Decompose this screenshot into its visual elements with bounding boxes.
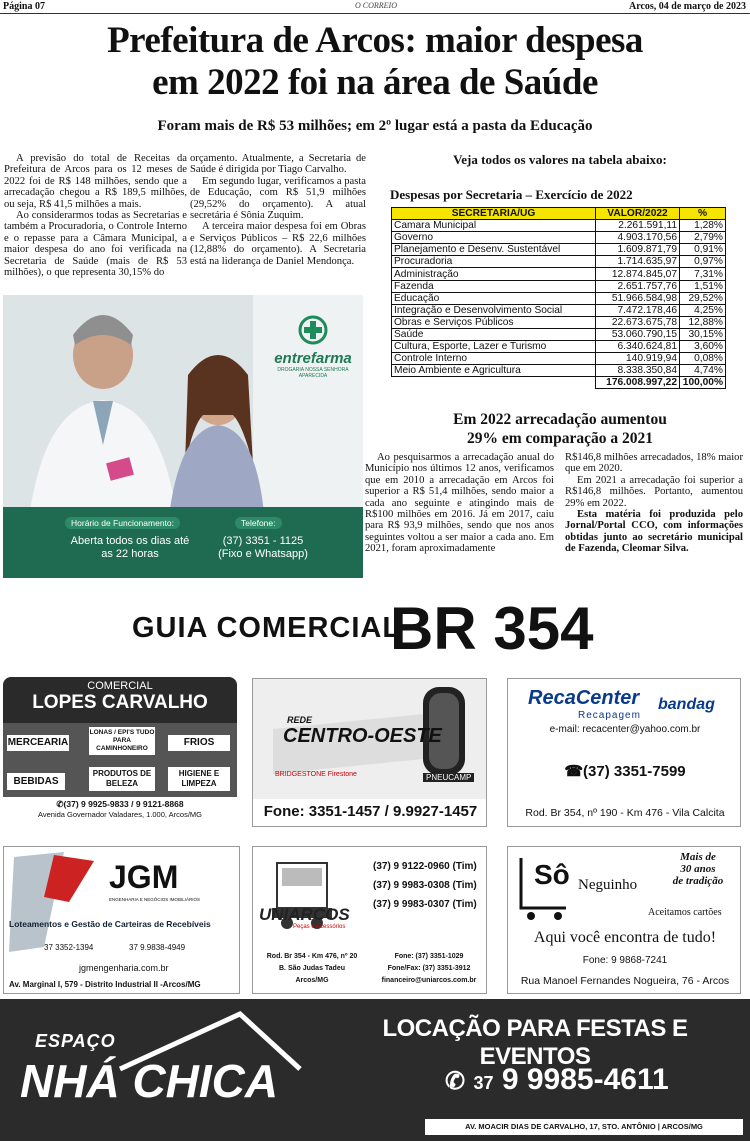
jgm-web[interactable]: jgmengenharia.com.br <box>79 963 169 973</box>
page-number: Página 07 <box>3 1 45 12</box>
table-row <box>392 341 726 353</box>
recacenter-address: Rod. Br 354, nº 190 - Km 476 - Vila Calcita <box>525 807 725 819</box>
article-column-2 <box>190 153 366 267</box>
cell-secretaria: Planejamento e Desenv. Sustentável <box>392 244 596 256</box>
table-row <box>392 220 726 232</box>
column-header: VALOR/2022 <box>596 208 680 220</box>
cell-percent: 0,97% <box>680 256 726 268</box>
cell-valor: 12.874.845,07 <box>596 268 680 280</box>
cell-valor: 7.472.178,46 <box>596 304 680 316</box>
uniarcos-contacts <box>373 951 485 987</box>
paragraph: Ao pesquisarmos a arrecadação anual do Município nos últimos 12 anos, verificamos que em 2010 a arrecadação em Arcos foi superior a R$ 51,4 milhões, sendo maior a cada ano seguinte e atingindo mais de R$100 milhões em 2016. Já em 2017, caiu para R$ 93,9 milhões, sendo que nos anos seguintes voltou a ser maior a cada ano. Em 2021, foram aproximadamente <box>365 452 554 555</box>
phone-line: (37) 9 9983-0308 (Tim) <box>373 880 477 891</box>
uniarcos-phones[interactable] <box>373 857 477 914</box>
brand-name: entrefarma <box>274 350 352 367</box>
phone-note: (Fixo e Whatsapp) <box>218 548 308 560</box>
cell-secretaria: Integração e Desenvolvimento Social <box>392 304 596 316</box>
cell-valor: 51.966.584,98 <box>596 292 680 304</box>
paragraph: R$146,8 milhões arrecadados, 18% maior que em 2020. <box>565 452 743 475</box>
cell-percent: 0,91% <box>680 244 726 256</box>
cell-valor: 2.651.757,76 <box>596 280 680 292</box>
cell-percent: 7,31% <box>680 268 726 280</box>
guia-title: GUIA COMERCIAL <box>132 612 402 644</box>
nha-chica-banner[interactable] <box>0 999 750 1141</box>
jgm-address: Av. Marginal I, 579 - Distrito Industrial II -Arcos/MG <box>9 980 201 989</box>
headline-line1: Prefeitura de Arcos: maior despesa <box>107 20 643 61</box>
cell-secretaria: Obras e Serviços Públicos <box>392 316 596 328</box>
table-total-row <box>392 377 726 389</box>
nha-espaco: ESPAÇO <box>35 1031 116 1051</box>
page-header <box>0 0 750 14</box>
lopes-carvalho-ad[interactable] <box>3 677 237 827</box>
paragraph: A previsão do total de Receitas da Prefeitura de Arcos para os 12 meses de 2022 foi de R$ 148 milhões, sendo que a arrecadação chegou a R$ 189,5 milhões, ou seja, R$ 41,5 milhões a mais. <box>4 153 187 210</box>
table-row <box>392 328 726 340</box>
table-header-row <box>392 208 726 220</box>
so-name1: Sô <box>534 859 570 890</box>
uniarcos-sub: Peças e Acessórios <box>293 924 346 930</box>
paragraph: A terceira maior despesa foi em Obras e Serviços Públicos – R$ 22,6 milhões (12,88% do orçamento). A Secretaria está na liderança de Daniel Mendonça. <box>190 221 366 267</box>
cell-secretaria: Administração <box>392 268 596 280</box>
phone-line: (37) 9 9983-0307 (Tim) <box>373 899 477 910</box>
cell-secretaria: Cultura, Esporte, Lazer e Turismo <box>392 341 596 353</box>
cell-empty <box>392 377 596 389</box>
page-date: Arcos, 04 de março de 2023 <box>628 1 746 12</box>
badge-line: de tradição <box>672 875 724 887</box>
article2-title <box>380 410 740 448</box>
table-row <box>392 232 726 244</box>
lopes-top: COMERCIAL <box>87 680 153 692</box>
article2-title-line1: Em 2022 arrecadação aumentou <box>453 411 667 428</box>
lopes-phones-text: (37) 9 9925-9833 / 9 9121-8868 <box>63 799 184 809</box>
so-name2: Neguinho <box>578 877 638 893</box>
uniarcos-name: UNIARCOS <box>259 905 350 924</box>
cell-secretaria: Controle Interno <box>392 353 596 365</box>
cell-percent: 30,15% <box>680 328 726 340</box>
cell-percent: 29,52% <box>680 292 726 304</box>
entrefarma-logo <box>268 315 358 379</box>
tag: PRODUTOS DE BELEZA <box>89 767 155 791</box>
table-row <box>392 353 726 365</box>
article2-column-2 <box>565 452 743 555</box>
paragraph: Esta matéria foi produzida pelo Jornal/Portal CCO, com informações obtidas junto ao secretário municipal de Fazenda, Cleomar Silva. <box>565 509 743 555</box>
so-phone[interactable]: Fone: 9 9868-7241 <box>582 955 668 966</box>
table-intro: Veja todos os valores na tabela abaixo: <box>453 152 667 167</box>
column-header: % <box>680 208 726 220</box>
table-row <box>392 365 726 377</box>
hours-text: Aberta todos os dias até as 22 horas <box>70 535 190 560</box>
cell-valor: 53.060.790,15 <box>596 328 680 340</box>
jgm-logo-shape <box>4 847 94 957</box>
phone-icon: ☎ <box>564 763 584 780</box>
cell-percent: 4,25% <box>680 304 726 316</box>
table-title: Despesas por Secretaria – Exercício de 2022 <box>390 187 633 202</box>
pneu-name: CENTRO-OESTE <box>283 725 442 747</box>
uniarcos-address <box>257 951 367 987</box>
cell-percent: 4,74% <box>680 365 726 377</box>
jgm-name: JGM <box>109 859 179 895</box>
so-neguinho-ad[interactable] <box>507 846 741 994</box>
cell-secretaria: Educação <box>392 292 596 304</box>
recacenter-sub: Recapagem <box>578 710 641 721</box>
table-row <box>392 316 726 328</box>
cell-percent: 1,28% <box>680 220 726 232</box>
cell-percent: 0,08% <box>680 353 726 365</box>
paragraph: Ao considerarmos todas as Secretarias e também a Procuradoria, o Controle Interno e o repasse para a Câmara Municipal, a maior despesa do ano foi verificada na Secretaria de Saúde (mais de R$ 53 milhões), o que representa 30,15% do <box>4 210 187 279</box>
article2-title-line2: 29% em comparação a 2021 <box>467 430 653 447</box>
hours-label: Horário de Funcionamento: <box>65 517 180 529</box>
article-column-1 <box>4 153 187 278</box>
nha-name: NHÁ CHICA <box>20 1055 279 1107</box>
address-line: Rod. Br 354 - Km 476, nº 20 <box>266 953 358 960</box>
nha-phone[interactable] <box>445 1063 669 1097</box>
whatsapp-icon: ✆ <box>56 799 64 809</box>
lopes-phones[interactable] <box>3 799 237 810</box>
nha-address: AV. MOACIR DIAS DE CARVALHO, 17, STO. ANTÔNIO | ARCOS/MG <box>425 1119 743 1135</box>
entrefarma-ad[interactable] <box>3 295 363 578</box>
table-row <box>392 256 726 268</box>
cell-valor: 8.338.350,84 <box>596 365 680 377</box>
table-row <box>392 304 726 316</box>
cell-valor: 6.340.624,81 <box>596 341 680 353</box>
tag: HIGIENE E LIMPEZA <box>168 767 230 791</box>
so-slogan: Aqui você encontra de tudo! <box>533 929 717 946</box>
cell-valor: 22.673.675,78 <box>596 316 680 328</box>
table-row <box>392 292 726 304</box>
tag: LONAS / EPI'S TUDO PARA CAMINHONEIRO <box>89 727 155 755</box>
table-row <box>392 244 726 256</box>
guia-br354: BR 354 <box>390 595 594 662</box>
headline-subtitle: Foram mais de R$ 53 milhões; em 2º lugar está a pasta da Educação <box>157 118 593 134</box>
newspaper-logo: O CORREIO <box>355 1 397 10</box>
cell-percent: 12,88% <box>680 316 726 328</box>
total-percent: 100,00% <box>680 377 726 389</box>
uniarcos-ad[interactable] <box>252 846 487 994</box>
contact-line: Fone/Fax: (37) 3351-3912 <box>387 965 471 972</box>
cell-valor: 1.714.635,97 <box>596 256 680 268</box>
cell-secretaria: Meio Ambiente e Agricultura <box>392 365 596 377</box>
column-header: SECRETARIA/UG <box>392 208 596 220</box>
expenses-table <box>391 207 726 389</box>
cell-valor: 1.609.871,79 <box>596 244 680 256</box>
nha-headline: LOCAÇÃO PARA FESTAS E EVENTOS <box>382 1015 688 1070</box>
jgm-sub: ENGENHARIA E NEGÓCIOS IMOBILIÁRIOS <box>109 897 201 902</box>
address-line: Arcos/MG <box>295 977 329 984</box>
recacenter-email[interactable]: e-mail: recacenter@yahoo.com.br <box>549 724 701 735</box>
lopes-address: Avenida Governador Valadares, 1.000, Arcos/MG <box>38 810 202 819</box>
total-value: 176.008.997,22 <box>596 377 680 389</box>
cell-percent: 2,79% <box>680 232 726 244</box>
table-row <box>392 268 726 280</box>
lopes-name: LOPES CARVALHO <box>32 692 208 713</box>
so-badge <box>658 851 738 887</box>
cell-valor: 2.261.591,11 <box>596 220 680 232</box>
recacenter-name: RecaCenter <box>528 687 640 709</box>
badge-line: 30 anos <box>680 863 716 875</box>
cell-secretaria: Camara Municipal <box>392 220 596 232</box>
pneu-phone[interactable]: Fone: 3351-1457 / 9.9927-1457 <box>263 803 478 820</box>
so-cards: Aceitamos cartões <box>648 907 722 918</box>
address-line: B. São Judas Tadeu <box>279 965 345 972</box>
badge-line: Mais de <box>680 851 716 863</box>
phone-label: Telefone: <box>235 517 282 529</box>
tag: MERCEARIA <box>7 735 69 751</box>
jgm-phone2[interactable]: 37 9.9838-4949 <box>129 943 186 952</box>
brand-tagline: DROGARIA NOSSA SENHORA APARECIDA <box>277 367 349 379</box>
nha-phone-text: 9 9985-4611 <box>501 1063 669 1096</box>
pneucamp: PNEUCAMP <box>423 773 474 782</box>
recacenter-phone[interactable] <box>508 762 741 780</box>
jgm-service: Loteamentos e Gestão de Carteiras de Recebíveis <box>9 919 211 929</box>
pneu-rede: REDE <box>287 715 313 725</box>
headline <box>20 20 730 104</box>
article2-column-1 <box>365 452 554 555</box>
recacenter-ad[interactable] <box>507 678 741 827</box>
paragraph: Em segundo lugar, verificamos a pasta de Educação, com R$ 51,9 milhões (29,52% do orçamento). A atual secretária é Sônia Zuquim. <box>190 175 366 222</box>
headline-line2: em 2022 foi na área de Saúde <box>152 62 598 103</box>
cell-secretaria: Saúde <box>392 328 596 340</box>
nha-ddd: 37 <box>473 1073 494 1093</box>
cell-percent: 3,60% <box>680 341 726 353</box>
phone-text[interactable]: (37) 3351 - 1125 <box>222 535 304 547</box>
paragraph: orçamento. Atualmente, a Secretaria de Saúde é dirigida por Tiago Carvalho. <box>190 153 366 176</box>
bandag-logo: bandag <box>658 696 715 713</box>
jgm-phone1[interactable]: 37 3352-1394 <box>44 943 94 952</box>
cell-secretaria: Procuradoria <box>392 256 596 268</box>
recacenter-phone-text: (37) 3351-7599 <box>583 763 686 780</box>
cell-secretaria: Governo <box>392 232 596 244</box>
table-row <box>392 280 726 292</box>
phone-line: (37) 9 9122-0960 (Tim) <box>373 861 477 872</box>
tag: BEBIDAS <box>7 773 65 790</box>
so-address: Rua Manoel Fernandes Nogueira, 76 - Arcos <box>520 975 730 987</box>
contact-line: Fone: (37) 3351-1029 <box>394 953 464 960</box>
cell-valor: 140.919,94 <box>596 353 680 365</box>
tag: FRIOS <box>168 735 230 751</box>
cell-secretaria: Fazenda <box>392 280 596 292</box>
cell-percent: 1,51% <box>680 280 726 292</box>
centro-oeste-ad[interactable] <box>252 678 487 827</box>
paragraph: Em 2021 a arrecadação foi superior a R$146,8 milhões. Portanto, aumentou 29% em 2022. <box>565 474 743 509</box>
jgm-ad[interactable] <box>3 846 240 994</box>
cell-valor: 4.903.170,56 <box>596 232 680 244</box>
whatsapp-icon: ✆ <box>445 1068 466 1095</box>
pneu-brands: BRIDGESTONE Firestone <box>275 771 357 778</box>
contact-line: financeiro@uniarcos.com.br <box>381 977 477 984</box>
cross-icon <box>298 315 328 345</box>
